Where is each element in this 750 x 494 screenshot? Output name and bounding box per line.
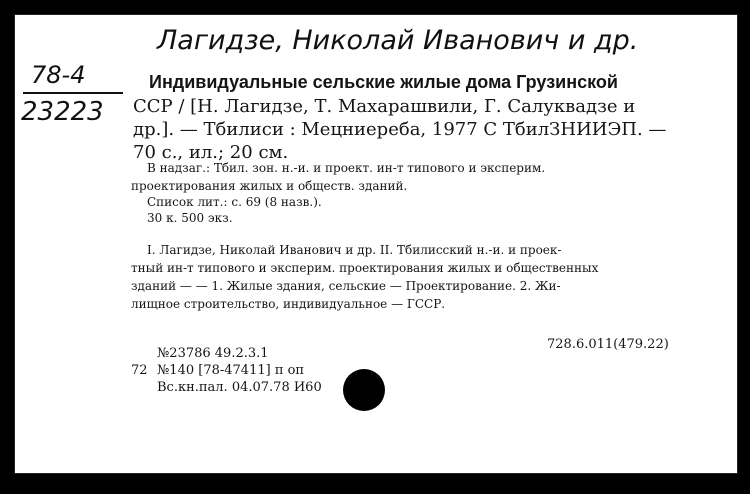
notes-line-2: проектирования жилых и обществ. зданий. [131,179,408,193]
date-line: Вс.кн.пал. 04.07.78 И60 [157,380,322,395]
title-line-3: др.]. — Тбилиси : Мецниереба, 1977 С ТбилЗНИИЭП. — [133,119,667,140]
notes-line-3: Список лит.: с. 69 (8 назв.). [147,195,322,209]
order-number: №140 [78-47411] п оп [157,363,305,378]
ink-blot [343,369,385,411]
title-line-1: Индивидуальные сельские жилые дома Грузинской [149,72,618,92]
record-number: №23786 49.2.3.1 [157,346,269,361]
catalog-card [14,14,738,474]
notes-line-1: В надзаг.: Тбил. зон. н.-и. и проект. ин-т типового и эксперим. [147,161,546,175]
tracings-line-4: лищное строительство, индивидуальное — ГССР. [131,297,446,311]
tracings-line-2: тный ин-т типового и эксперим. проектирования жилых и общественных [131,261,599,275]
call-number-divider [23,92,123,94]
title-line-4: 70 с., ил.; 20 см. [133,142,289,163]
classification-index: 728.6.011(479.22) [547,337,669,352]
handwritten-author-line: Лагидзе, Николай Иванович и др. [157,25,639,56]
tracings-line-1: I. Лагидзе, Николай Иванович и др. II. Тбилисский н.-и. и проек- [147,243,562,257]
tracings-line-3: зданий — — 1. Жилые здания, сельские — Проектирование. 2. Жи- [131,279,561,293]
handwritten-call-number-bottom: 23223 [21,97,104,127]
title-line-2: ССР / [Н. Лагидзе, Т. Махарашвили, Г. Салуквадзе и [133,96,636,117]
handwritten-call-number-top: 78-4 [31,61,86,89]
order-prefix: 72 [131,363,148,378]
notes-line-4: 30 к. 500 экз. [147,211,233,225]
